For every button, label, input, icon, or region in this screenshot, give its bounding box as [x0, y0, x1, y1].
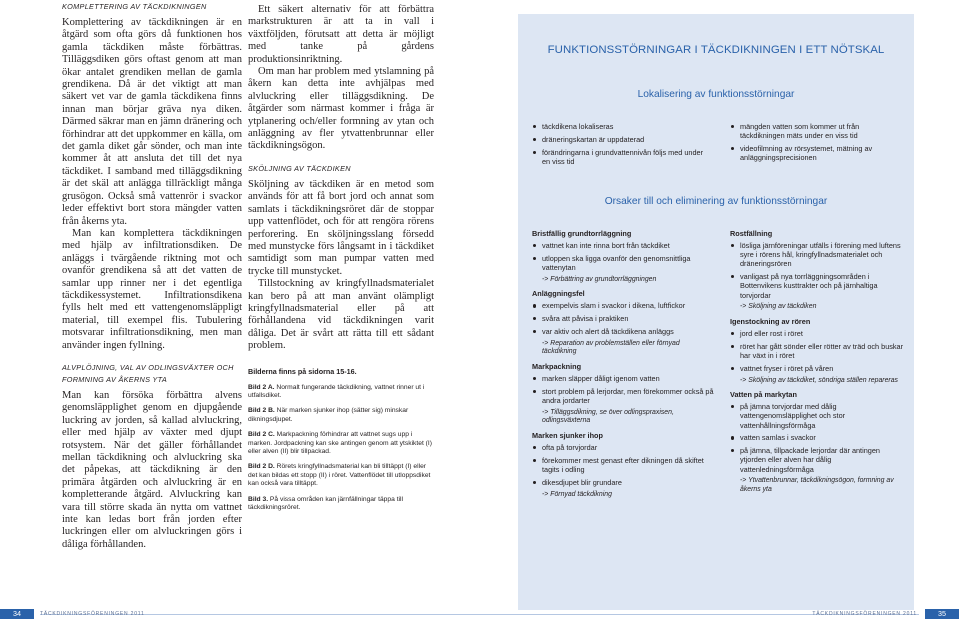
figure-caption-label: Bild 2 C. — [248, 431, 275, 439]
paragraph: Tillstockning av kringfyllnadsmaterialet kan bero på att man använt olämpligt kringfyllnadsmaterial eller på att förhållandena vid täckdikningen varit dåliga. Det är svårt att rätta till ett sådant problem. — [248, 278, 434, 352]
bullet-item — [532, 456, 714, 474]
cause-group-title: Markpackning — [532, 361, 582, 371]
text-column-middle — [248, 4, 434, 519]
bullet-text: vatten samlas i svackor — [740, 433, 816, 443]
page-number-right: 35 — [925, 609, 959, 619]
bullet-item — [730, 446, 906, 474]
fact-box — [518, 14, 914, 610]
fact-box-subtitle-causes: Orsaker till och eliminering av funktionsstörningar — [604, 196, 828, 207]
figure-caption-label: Bild 3. — [248, 495, 269, 503]
bullet-icon — [533, 138, 536, 141]
bullet-icon — [533, 390, 536, 393]
cause-group-list — [532, 374, 714, 405]
bullet-item — [532, 478, 714, 487]
paragraph: Man kan försöka förbättra alvens genomsläpplighet genom en djupgående luckring av jorden, så kallad alvluckring, eller med hjälp av växter med djupt rotsystem. När det gäller förhållandet mellan täckdikning och alvluckring ska det påpekas, att täckdikning är den primära åtgärden och alvluckring är en kompletterande åtgärd. Alvluckring kan vara till större skada än nytta om vattnet inte kan ledas bort från jorden efter luckringen eller om alvluckringen görs i dåliga förhållanden. — [62, 389, 242, 550]
figure-caption-text: Markpackning förhindrar att vattnet sugs upp i marken. Jordpackning kan ske antingen genom att ytskiktet (I) eller alven (II) blir tillpackad. — [248, 431, 432, 455]
bullet-item — [532, 148, 712, 166]
bullet-item — [730, 241, 906, 269]
bullet-item — [532, 314, 714, 323]
bullet-item — [730, 144, 905, 162]
cause-group-list — [730, 329, 906, 373]
bullet-text: marken släpper dåligt igenom vatten — [542, 373, 660, 383]
causes-column-right — [730, 229, 906, 499]
figure-caption-label: Bild 2 A. — [248, 383, 275, 391]
bullet-icon — [533, 151, 536, 154]
bullet-item — [730, 342, 906, 360]
bullet-text: utloppen ska ligga ovanför den genomsnittliga vattenytan — [542, 253, 691, 272]
section-heading-komplettering: KOMPLETTERING AV TÄCKDIKNINGEN — [62, 2, 207, 11]
captions-title: Bilderna finns på sidorna 15-16. — [248, 366, 357, 376]
bullet-text: förekommer mest genast efter dikningen då skiftet tagits i odling — [542, 455, 704, 474]
bullet-icon — [731, 436, 734, 439]
cause-group-title: Anläggningsfel — [532, 289, 585, 299]
bullet-text: exempelvis slam i svackor i dikena, luftfickor — [542, 301, 686, 311]
bullet-item — [730, 272, 906, 300]
bullet-item — [730, 329, 906, 338]
bullet-icon — [731, 449, 734, 452]
bullet-item — [532, 387, 714, 405]
page-number-left: 34 — [0, 609, 34, 619]
bullet-icon — [533, 481, 536, 484]
bullet-icon — [731, 367, 734, 370]
bullet-icon — [731, 332, 734, 335]
cause-group-title: Rostfällning — [730, 229, 773, 238]
paragraph: Komplettering av täckdikningen är en åtgärd som ofta görs då funktionen hos gamla täckdiken måste förbättras. Tilläggsdiken görs oftast genom att man ökar antalet grendiken mellan de gamla grendikena. Då är det viktigt att man säkert vet var de gamla täckdikena finns innan man börjar gräva nya diken. Därmed säkrar man en jämn dränering och förhindrar att det uppkommer en källa, om det gamla diket går sönder, och man inte kommer åt att ansluta det till det nya täckdiket. I samband med tilläggsdikning är det skäl att anlägga tillräckligt många grusögon. Också små vattenrör i svackor leder effektivt bort stora mängder vatten från åkerns yta. — [62, 17, 242, 227]
cause-group-title: Vatten på markytan — [730, 390, 797, 400]
cause-group-title: Marken sjunker ihop — [532, 430, 603, 440]
figure-caption-text: Rörets kringfyllnadsmaterial kan bli tilltäppt (I) eller det kan bildas ett stopp (II) i röret. Vattenflödet till utloppsdiket kan också vara tilltäppt. — [248, 463, 431, 488]
section-heading-alvplojning: ALVPLÖJNING, VAL AV ODLINGSVÄXTER OCH FORMNING AV ÅKERNS YTA — [62, 362, 234, 384]
bullet-text: på jämna torvjordar med dålig vattengenomsläpplighet och stor vattenhållningsförmåga — [740, 402, 846, 430]
cause-group-title: Bristfällig grundtorrläggning — [532, 229, 632, 238]
bullet-icon — [533, 257, 536, 260]
cause-group-list — [730, 241, 906, 300]
bullet-text: jord eller rost i röret — [740, 329, 803, 338]
cause-group-remedy: -> Ytvattenbrunnar, täckdikningsögon, formning av åkerns yta — [740, 477, 894, 493]
figure-caption-text: När marken sjunker ihop (sätter sig) minskar dikningsdjupet. — [248, 407, 409, 423]
cause-group-remedy: -> Sköljning av täckdiken — [740, 303, 817, 311]
figure-caption-text: Normalt fungerande täckdikning, vattnet rinner ut i utfallsdiket. — [248, 383, 425, 399]
bullet-text: vattnet kan inte rinna bort från täckdiket — [542, 241, 670, 250]
cause-group-list — [532, 443, 714, 487]
bullet-icon — [731, 125, 734, 128]
cause-group-remedy: -> Förbättring av grundtorrläggningen — [542, 275, 657, 283]
bullet-item — [532, 443, 714, 452]
paragraph: Sköljning av täckdiken är en metod som används för att få bort jord och annat som samlats i täckdikningsröret där de stoppar upp vattenflödet, och för att rengöra rörens perforering. En sköljningsslang försedd med munstycke förs långsamt in i täckdiket samtidigt som man pumpar vatten med trycke till munstycket. — [248, 178, 434, 277]
bullet-item — [730, 402, 906, 430]
figure-caption — [248, 496, 434, 513]
bullet-icon — [731, 147, 734, 150]
bullet-text: röret har gått sönder eller rötter av träd och buskar har växt in i röret — [740, 341, 904, 360]
footer-divider — [40, 614, 919, 615]
cause-group-remedy: -> Sköljning av täckdiket, söndriga ställen repareras — [740, 376, 898, 384]
figure-caption-label: Bild 2 D. — [248, 463, 275, 471]
bullet-item — [730, 364, 906, 373]
figure-caption — [248, 407, 434, 424]
cause-group-title: Igenstockning av rören — [730, 317, 811, 326]
bullet-text: stort problem på lerjordar, men förekommer också på andra jordarter — [542, 386, 714, 405]
bullet-text: lösliga järnföreningar utfälls i förening med luftens syre i rörens hål, kringfyllnadsmaterialet och dräneringsrören — [740, 241, 901, 269]
paragraph: Om man har problem med ytslamning på åkern kan detta inte avhjälpas med alvluckring eller tilläggsdikning. De åtgärder som närmast kommer i fråga är ytplanering och/eller formning av ytan och anläggning av fler ytvattenbrunnar eller täckdikningsögon. — [248, 66, 434, 152]
bullet-item — [532, 122, 712, 131]
footer-publisher-left: TÄCKDIKNINGSFÖRENINGEN 2011 — [40, 611, 145, 617]
bullet-item — [730, 122, 905, 140]
bullet-icon — [533, 317, 536, 320]
bullet-text: var aktiv och alert då täckdikena anläggs — [542, 326, 674, 336]
paragraph: Man kan komplettera täckdikningen med hjälp av infiltrationsdiken. De anläggs i tvärgående riktning mot och ovanför grendikena så att det vatten de samlar upp rinner ner i det egentliga täckdikessystemet. Infiltrationsdikena fylls helt med ett vattengenomsläppligt material, till exempel flis. Tubulering motsvarar infiltrationsdikning, men man använder ingen fyllning. — [62, 227, 242, 351]
bullet-icon — [533, 446, 536, 449]
bullet-icon — [533, 244, 536, 247]
bullet-icon — [533, 330, 536, 333]
bullet-text: ofta på torvjordar — [542, 442, 598, 452]
bullet-icon — [731, 345, 734, 348]
figure-caption — [248, 384, 434, 401]
figure-caption — [248, 431, 434, 456]
bullet-text: svåra att påvisa i praktiken — [542, 314, 629, 324]
bullet-text: vanligast på nya torrläggningsområden i Bottenvikens kusttrakter och på järnhaltiga torvjordar — [740, 272, 878, 300]
bullet-icon — [533, 304, 536, 307]
captions-list — [248, 384, 434, 513]
bullet-icon — [731, 275, 734, 278]
cause-group-remedy: -> Reparation av problemställen eller förnyad täckdikning — [542, 339, 680, 356]
text-column-left — [62, 0, 242, 551]
section-heading-skoljning: SKÖLJNING AV TÄCKDIKEN — [248, 163, 351, 173]
bullet-item — [532, 241, 714, 250]
figure-caption — [248, 463, 434, 488]
paragraph: Ett säkert alternativ för att förbättra markstrukturen är att ta in vall i växtföljden, förutsatt att detta är möjligt med tanke på gårdens produktionsinriktning. — [248, 4, 434, 65]
footer-publisher-right: TÄCKDIKNINGSFÖRENINGEN 2011 — [812, 611, 917, 617]
cause-group-list — [532, 301, 714, 336]
causes-column-left — [532, 229, 714, 503]
cause-group-remedy: -> Förnyad täckdikning — [542, 490, 612, 498]
bullet-text: dräneringskartan är uppdaterad — [542, 134, 645, 144]
bullet-text: vattnet fryser i röret på våren — [740, 363, 834, 373]
bullet-item — [532, 374, 714, 383]
bullet-icon — [731, 244, 734, 247]
bullet-text: videofilmning av rörsystemet, mätning av anläggningsprecisionen — [740, 144, 873, 163]
bullet-text: täckdikena lokaliseras — [542, 122, 614, 131]
bullet-text: på jämna, tillpackade lerjordar där antingen ytjorden eller alven har dålig vattenledningsförmåga — [740, 446, 880, 474]
bullet-icon — [533, 459, 536, 462]
bullet-item — [730, 433, 906, 442]
cause-group-list — [730, 402, 906, 474]
figure-caption-text: På vissa områden kan järnfällningar täppa till täckdikningsröret. — [248, 495, 404, 512]
figure-caption-label: Bild 2 B. — [248, 407, 275, 415]
bullet-item — [532, 135, 712, 144]
bullet-item — [532, 301, 714, 310]
bullet-text: förändringarna i grundvattennivån följs med under en viss tid — [542, 147, 704, 166]
bullet-icon — [533, 377, 536, 380]
bullet-item — [532, 254, 714, 272]
cause-group-remedy: -> Tilläggsdikning, se över odlingspraxisen, odlingsväxterna — [542, 408, 674, 425]
fact-box-subtitle-localization: Lokalisering av funktionsstörningar — [637, 89, 795, 100]
fact-box-title: FUNKTIONSSTÖRNINGAR I TÄCKDIKNINGEN I ETT NÖTSKAL — [547, 44, 885, 56]
cause-group-list — [532, 241, 714, 272]
bullet-text: mängden vatten som kommer ut från täckdikningen mäts under en viss tid — [740, 122, 860, 141]
localization-list-left — [532, 122, 712, 170]
bullet-icon — [533, 125, 536, 128]
bullet-text: dikesdjupet blir grundare — [542, 477, 622, 487]
localization-list-right — [730, 122, 905, 166]
bullet-item — [532, 327, 714, 336]
bullet-icon — [731, 405, 734, 408]
